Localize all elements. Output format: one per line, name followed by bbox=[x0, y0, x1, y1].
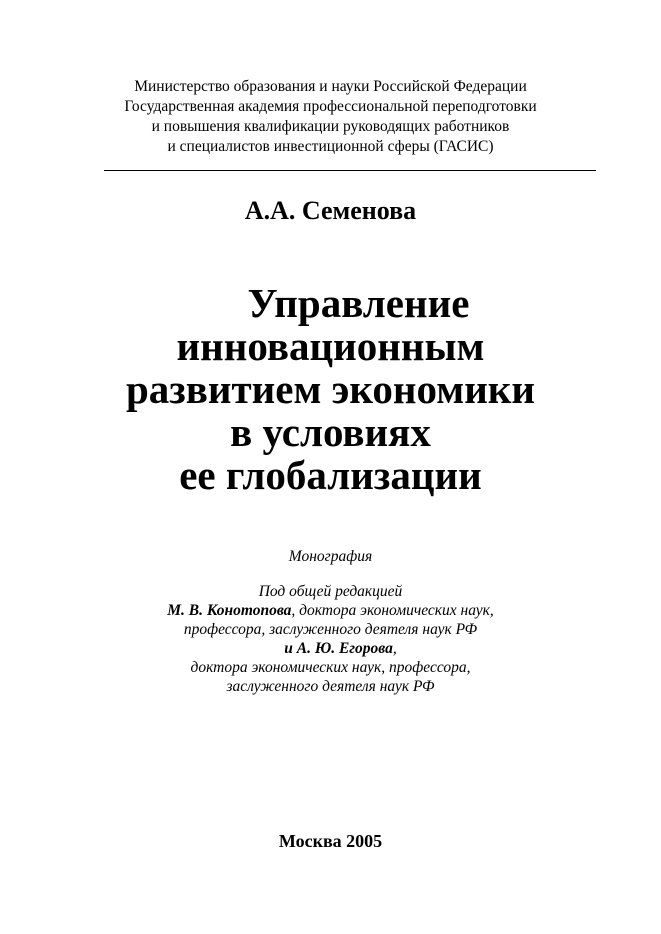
title-line: Управление bbox=[247, 280, 470, 326]
title-line: ее глобализации bbox=[179, 452, 482, 498]
header-line-academy-cont: и повышения квалификации руководящих работников bbox=[151, 118, 510, 135]
header-line-academy-abbr: и специалистов инвестиционной сферы (ГАСИС) bbox=[167, 138, 494, 155]
title-line: развитием экономики bbox=[125, 366, 536, 412]
editor-1-credentials: , доктора экономических наук, bbox=[291, 602, 494, 619]
author-name: А.А. Семенова bbox=[244, 196, 417, 225]
genre-label: Монография bbox=[288, 548, 373, 565]
header-line-academy: Государственная академия профессиональной переподготовки bbox=[124, 98, 537, 115]
editor-2-line bbox=[0, 639, 661, 658]
editors-block bbox=[0, 582, 661, 696]
header-line-ministry: Министерство образования и науки Российской Федерации bbox=[134, 78, 527, 95]
imprint-city-year: Москва 2005 bbox=[278, 831, 383, 851]
publisher-header bbox=[0, 77, 661, 157]
book-title bbox=[0, 282, 661, 497]
editor-1-credentials-cont: профессора, заслуженного деятеля наук РФ bbox=[183, 621, 478, 638]
editors-intro: Под общей редакцией bbox=[258, 583, 403, 600]
editor-2-credentials: доктора экономических наук, профессора, bbox=[190, 659, 471, 676]
title-line: в условиях bbox=[230, 409, 431, 455]
header-divider bbox=[104, 170, 596, 171]
title-line: инновационным bbox=[176, 323, 485, 369]
editor-2-comma: , bbox=[392, 640, 397, 657]
editor-2-name: и А. Ю. Егорова bbox=[284, 640, 393, 657]
editor-2-credentials-cont: заслуженного деятеля наук РФ bbox=[226, 678, 435, 695]
editor-1-line bbox=[0, 601, 661, 620]
editor-1-name: М. В. Конотопова bbox=[167, 602, 292, 619]
